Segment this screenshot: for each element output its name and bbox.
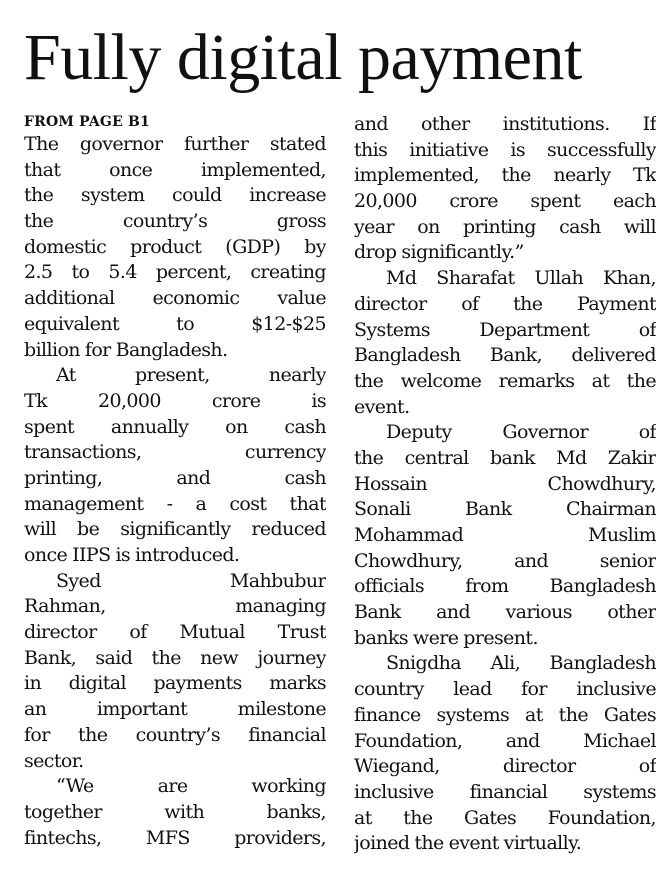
body-text-line: this initiative is successfully bbox=[354, 138, 656, 161]
body-text-line: Bangladesh Bank, delivered bbox=[354, 344, 656, 367]
body-text-line: joined the event virtually. bbox=[354, 832, 582, 855]
body-text-line: additional economic value bbox=[24, 287, 326, 310]
body-text-line: the welcome remarks at the bbox=[354, 369, 656, 392]
body-text-line: “We are working bbox=[56, 775, 326, 798]
body-text-line: Syed Mahbubur bbox=[56, 569, 326, 592]
body-text-line: finance systems at the Gates bbox=[354, 703, 656, 726]
body-text-line: year on printing cash will bbox=[354, 215, 656, 238]
body-text-line: sector. bbox=[24, 749, 84, 772]
body-text-line: domestic product (GDP) by bbox=[24, 235, 326, 258]
body-text-line: implemented, the nearly Tk bbox=[354, 164, 656, 187]
body-text-line: 2.5 to 5.4 percent, creating bbox=[24, 261, 326, 284]
body-text-line: Bank and various other bbox=[354, 601, 656, 624]
body-text-line: Bank, said the new journey bbox=[24, 646, 326, 669]
body-text-line: in digital payments marks bbox=[24, 672, 326, 695]
body-text-line: officials from Bangladesh bbox=[354, 575, 656, 598]
body-text-line: management - a cost that bbox=[24, 492, 326, 515]
body-text-line: and other institutions. If bbox=[354, 113, 656, 135]
body-text-line: country lead for inclusive bbox=[354, 678, 656, 701]
body-text-line: once IIPS is introduced. bbox=[24, 544, 240, 566]
body-text-line: drop significantly.” bbox=[354, 241, 524, 264]
body-text-line: billion for Bangladesh. bbox=[24, 338, 228, 361]
body-text-line: Foundation, and Michael bbox=[354, 729, 656, 752]
body-text-line: that once implemented, bbox=[24, 158, 326, 181]
body-text-line: together with banks, bbox=[24, 800, 326, 823]
body-text-line: Md Sharafat Ullah Khan, bbox=[386, 267, 656, 290]
body-text-line: at the Gates Foundation, bbox=[354, 806, 656, 829]
body-text-line: for the country’s financial bbox=[24, 723, 326, 746]
article-column-right bbox=[354, 112, 656, 857]
body-text-line: spent annually on cash bbox=[24, 415, 326, 438]
body-text-line: printing, and cash bbox=[24, 466, 326, 489]
body-text-line: Chowdhury, and senior bbox=[354, 549, 656, 572]
body-text-line: inclusive financial systems bbox=[354, 780, 656, 803]
body-text-line: Tk 20,000 crore is bbox=[24, 389, 326, 412]
body-text-line: Wiegand, director of bbox=[354, 755, 656, 778]
body-text-line: Deputy Governor of bbox=[386, 421, 656, 444]
body-text-line: fintechs, MFS providers, bbox=[24, 826, 326, 849]
body-text-line: Hossain Chowdhury, bbox=[354, 472, 656, 495]
body-text-line: equivalent to $12-$25 bbox=[24, 312, 326, 335]
body-text-line: Mohammad Muslim bbox=[354, 524, 656, 546]
body-text-line: director of the Payment bbox=[354, 292, 656, 315]
body-text-line: the system could increase bbox=[24, 184, 326, 207]
body-text-line: 20,000 crore spent each bbox=[354, 190, 656, 213]
body-text-line: Systems Department of bbox=[354, 318, 656, 341]
body-text-line: an important milestone bbox=[24, 698, 326, 721]
body-text-line: director of Mutual Trust bbox=[24, 621, 326, 644]
body-text-line: The governor further stated bbox=[24, 133, 326, 155]
body-text-line: Snigdha Ali, Bangladesh bbox=[386, 652, 656, 675]
body-text-line: Sonali Bank Chairman bbox=[354, 498, 656, 521]
kicker-from-page: FROM PAGE B1 bbox=[24, 114, 150, 130]
article-column-left bbox=[24, 112, 326, 851]
body-text-line: the central bank Md Zakir bbox=[354, 446, 656, 469]
body-text-line: banks were present. bbox=[354, 626, 538, 649]
body-text-line: transactions, currency bbox=[24, 441, 326, 464]
body-text-line: the country’s gross bbox=[24, 210, 326, 233]
body-text-line: will be significantly reduced bbox=[24, 518, 326, 541]
headline: Fully digital payment bbox=[24, 21, 582, 94]
right-column-body bbox=[354, 112, 656, 857]
body-text-line: Rahman, managing bbox=[24, 595, 326, 618]
left-column-body bbox=[24, 132, 326, 851]
body-text-line: At present, nearly bbox=[56, 364, 326, 387]
body-text-line: event. bbox=[354, 395, 410, 418]
